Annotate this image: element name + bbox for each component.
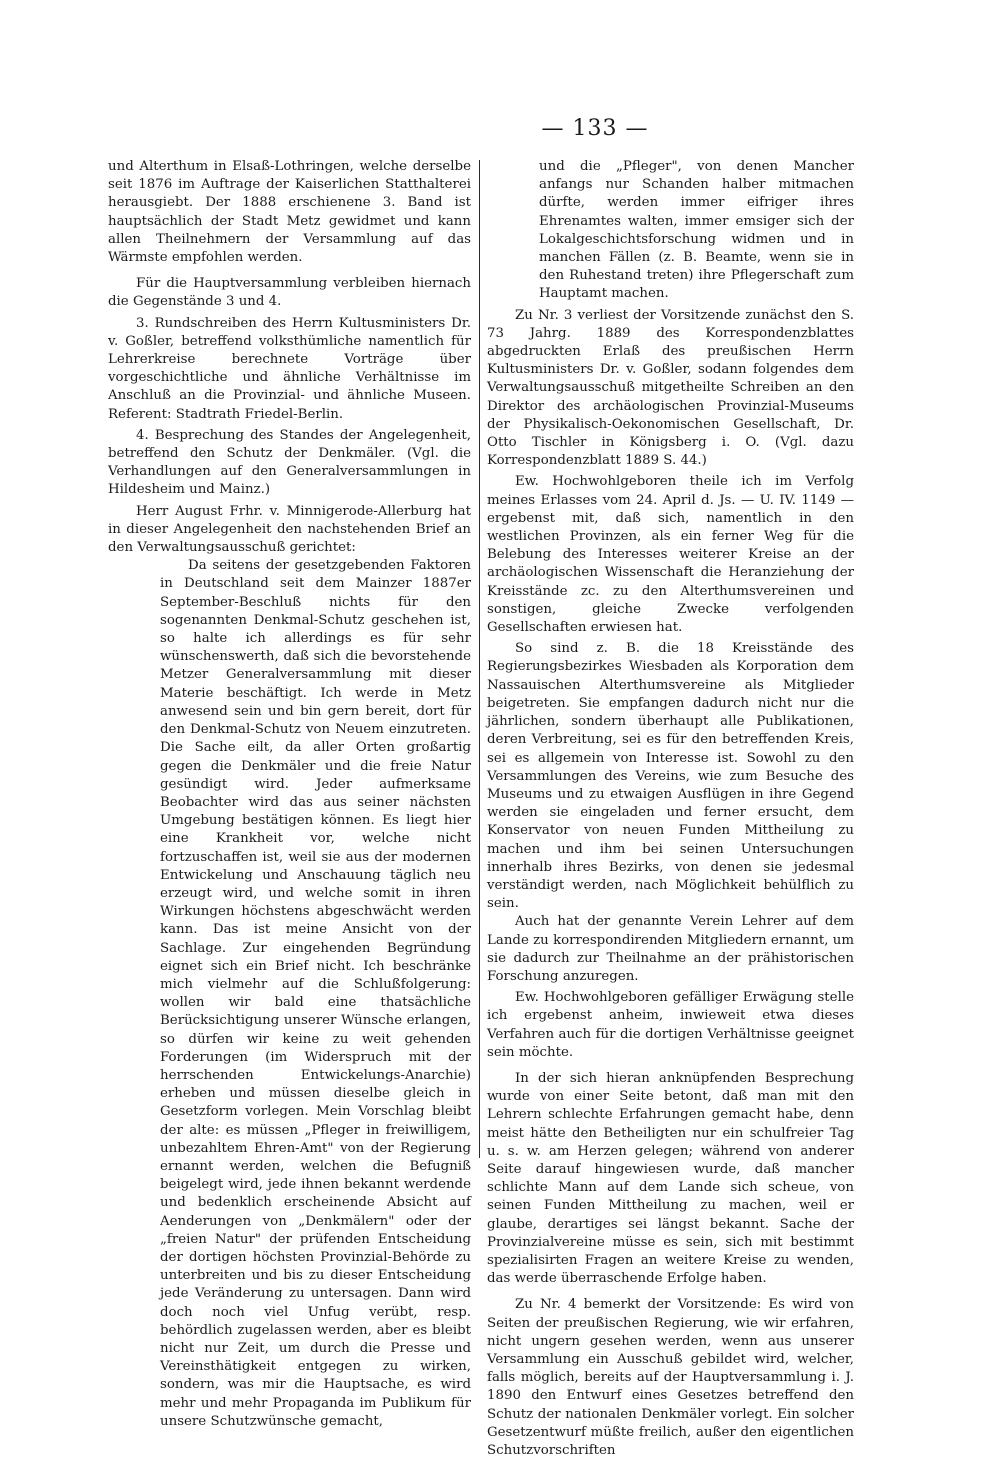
column-divider [479, 160, 480, 1158]
page-number: — 133 — [541, 116, 649, 141]
left-column [108, 158, 471, 1431]
paragraph-hauptversammlung: Für die Hauptversammlung verbleiben hiernach die Gegenstände 3 und 4. [108, 276, 471, 310]
paragraph-nr3: Zu Nr. 3 verliest der Vorsitzende zunächst den S. 73 Jahrg. 1889 des Korrespondenzblattes abgedruckten Erlaß des preußischen Herrn Kultusministers Dr. v. Goßler, sodann folgendes dem Verwaltungsausschuß mitgetheilte Schreiben an den Direktor des archäologischen Provinzial-Museums der Physikalisch-Oekonomischen Gesellschaft, Dr. Otto Tischler in Königsberg i. O. (Vgl. dazu Korrespondenzblatt 1889 S. 44.) [487, 307, 854, 469]
agenda-item-4: 4. Besprechung des Standes der Angelegenheit, betreffend den Schutz der Denkmäler. (Vgl. die Verhandlungen auf den Generalversammlungen in Hildesheim und Mainz.) [108, 427, 471, 498]
decree-paragraph-1: Ew. Hochwohlgeboren theile ich im Verfolg meines Erlasses vom 24. April d. Js. — U. IV. 1149 — ergebenst mit, daß sich, namentlich in den westlichen Provinzen, als ein ferner Weg für die Belebung des Interesses weiterer Kreise an der archäologischen Wissenschaft die Heranziehung der Kreisstände zc. zu den Alterthumsvereinen und sonstigen, gleiche Zwecke verfolgenden Gesellschaften erwiesen hat. [487, 474, 854, 636]
letter-quote-continuation: und die „Pfleger", von denen Mancher anfangs nur Schanden halber mitmachen dürfte, werden immer eifriger ihres Ehrenamtes walten, immer emsiger sich der Lokalgeschichtsforschung widmen und in manchen Fällen (z. B. Beamte, wenn sie in den Ruhestand treten) ihre Pflegerschaft zum Hauptamt machen. [539, 159, 854, 302]
decree-paragraph-2: So sind z. B. die 18 Kreisstände des Regierungsbezirkes Wiesbaden als Korporation dem Nassauischen Alterthumsvereine als Mitglieder beigetreten. Sie empfangen dadurch nicht nur die jährlichen, sondern überhaupt alle Publikationen, deren Verbreitung, sei es für den betreffenden Kreis, sei es allgemein von Interesse ist. Sowohl zu den Versammlungen des Vereins, wie zum Besuche des Museums und zu etwaigen Ausflügen in ihre Gegend werden sie eingeladen und ferner ersucht, dem Konservator von neuen Funden Mittheilung zu machen und ihm bei seinen Untersuchungen innerhalb ihres Bezirks, von denen sie jedesmal verständigt werden, nach Möglichkeit behülflich zu sein. [487, 641, 854, 912]
letter-quote: Da seitens der gesetzgebenden Faktoren in Deutschland seit dem Mainzer 1887er September-Beschluß nichts für den sogenannten Denkmal-Schutz geschehen ist, so halte ich allerdings es für sehr wünschenswerth, daß sich die bevorstehende Metzer Generalversammlung mit dieser Materie beschäftigt. Ich werde in Metz anwesend sein und bin gern bereit, dort für den Denkmal-Schutz von Neuem einzutreten. Die Sache eilt, da aller Orten großartig gegen die Denkmäler und die freie Natur gesündigt wird. Jeder aufmerksame Beobachter wird das aus seiner nächsten Umgebung bestätigen können. Es liegt hier eine Krankheit vor, welche nicht fortzuschaffen ist, weil sie aus der modernen Entwickelung und Anschauung täglich neu erzeugt wird, und welche somit in ihren Wirkungen höchstens abgeschwächt werden kann. Das ist meine Ansicht von der Sachlage. Zur eingehenden Begründung eignet sich ein Brief nicht. Ich beschränke mich vielmehr auf die Schlußfolgerung: wollen wir bald eine thatsächliche Berücksichtigung unserer Wünsche erlangen, so dürfen wir keine zu weit gehenden Forderungen (im Widerspruch mit der herrschenden Entwickelungs-Anarchie) erheben und müssen dieselbe gleich in Gesetzform vorlegen. Mein Vorschlag bleibt der alte: es müssen „Pfleger in freiwilligem, unbezahltem Ehren-Amt" von der Regierung ernannt werden, welchen die Befugniß beigelegt wird, jede ihnen bekannt werdende und bedenklich erscheinende Absicht auf Aenderungen von „Denkmälern" oder der „freien Natur" der prüfenden Entscheidung der dortigen höchsten Provinzial-Behörde zu unterbreiten und bis zu dieser Entscheidung jede Veränderung zu untersagen. Dann wird doch noch viel Unfug verübt, resp. behördlich zugelassen werden, aber es bleibt nicht nur Zeit, um durch die Presse und Vereinsthätigkeit entgegen zu wirken, sondern, was mir die Hauptsache, es wird mehr und mehr Propaganda im Publikum für unsere Schutzwünsche gemacht, [160, 558, 471, 1429]
paragraph-discussion: In der sich hieran anknüpfenden Besprechung wurde von einer Seite betont, daß man mit den Lehrern schlechte Erfahrungen gemacht habe, denn meist hätte den Betheiligten nur ein schulfreier Tag u. s. w. am Herzen gelegen; während von anderer Seite darauf hingewiesen wurde, daß mancher schlichte Mann auf dem Lande sich scheue, von seinen Funden Mittheilung zu machen, weil er glaube, derartiges sei längst bekannt. Sache der Provinzialvereine müsse es sein, sich mit bestimmt spezialisirten Fragen an weitere Kreise zu wenden, das werde überraschende Erfolge haben. [487, 1070, 854, 1287]
paragraph-continuation: und Alterthum in Elsaß-Lothringen, welche derselbe seit 1876 im Auftrage der Kaiserlichen Statthalterei herausgiebt. Der 1888 erschienene 3. Band ist hauptsächlich der Stadt Metz gewidmet und kann allen Theilnehmern der Versammlung auf das Wärmste empfohlen werden. [108, 159, 471, 266]
paragraph-nr4: Zu Nr. 4 bemerkt der Vorsitzende: Es wird von Seiten der preußischen Regierung, wie wir erfahren, nicht ungern gesehen werden, wenn aus unserer Versammlung ein Ausschuß gebildet wird, welcher, falls möglich, bereits auf der Hauptversammlung i. J. 1890 den Entwurf eines Gesetzes betreffend den Schutz der nationalen Denkmäler vorlegt. Ein solcher Gesetzentwurf müßte freilich, außer den eigentlichen Schutzvorschriften [487, 1297, 854, 1459]
right-column [487, 158, 854, 1460]
decree-paragraph-4: Ew. Hochwohlgeboren gefälliger Erwägung stelle ich ergebenst anheim, inwieweit etwa dieses Verfahren auch für die dortigen Verhältnisse geeignet sein möchte. [487, 990, 854, 1060]
paragraph-minnigerode-intro: Herr August Frhr. v. Minnigerode-Allerburg hat in dieser Angelegenheit den nachstehenden Brief an den Verwaltungsausschuß gerichtet: [108, 503, 471, 556]
decree-paragraph-3: Auch hat der genannte Verein Lehrer auf dem Lande zu korrespondirenden Mitgliedern ernannt, um sie dadurch zur Theilnahme an der prähistorischen Forschung anzuregen. [487, 914, 854, 984]
agenda-item-3: 3. Rundschreiben des Herrn Kultusministers Dr. v. Goßler, betreffend volksthümliche namentlich für Lehrerkreise berechnete Vorträge über vorgeschichtliche und ähnliche Verhältnisse im Anschluß an die Provinzial- und ähnliche Museen. Referent: Stadtrath Friedel-Berlin. [108, 315, 471, 422]
